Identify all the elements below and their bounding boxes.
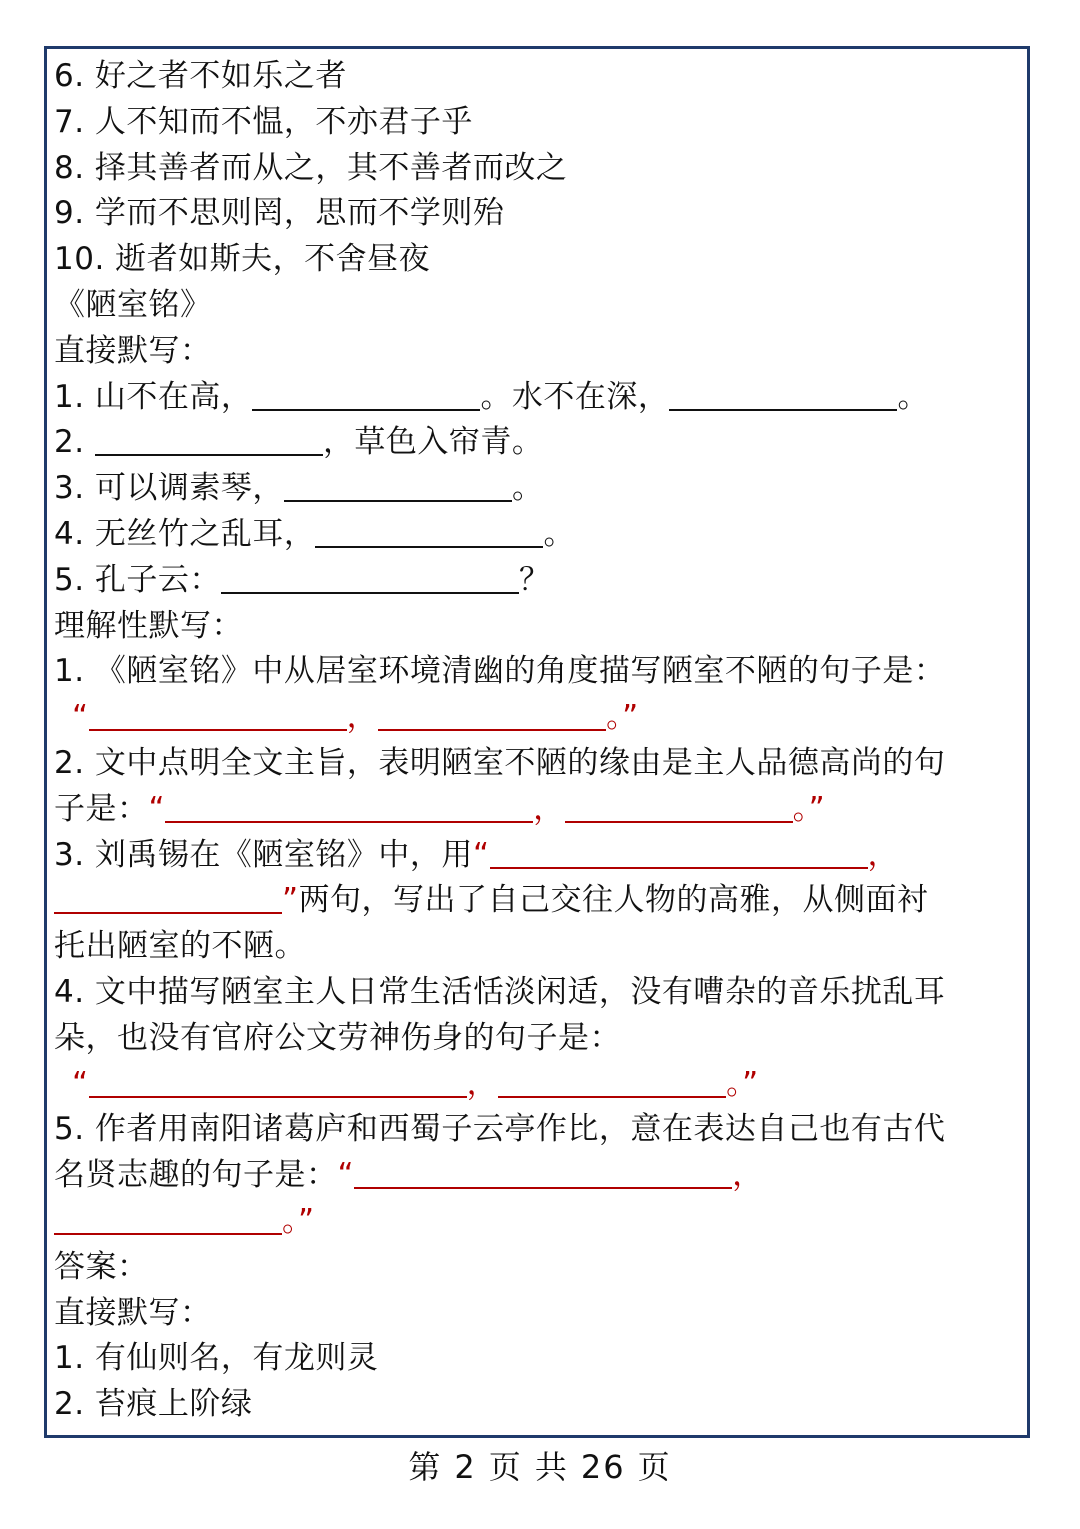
answer-blank[interactable]: [95, 424, 323, 456]
understand-answer-5: 。”: [54, 1199, 1034, 1245]
understand-question-4-cont: 朵，也没有官府公文劳神伤身的句子是：: [54, 1019, 621, 1056]
answer-blank[interactable]: [498, 1066, 726, 1098]
answer-line: 2. 苔痕上阶绿: [54, 1386, 253, 1423]
section-title: 《陋室铭》: [54, 286, 212, 323]
answer-blank[interactable]: [378, 699, 606, 731]
page-footer: 第 2 页 共 26 页: [408, 1448, 672, 1486]
text-line: 9. 学而不思则罔，思而不学则殆: [54, 195, 505, 232]
answer-blank[interactable]: [354, 1157, 732, 1189]
answer-blank[interactable]: [669, 379, 897, 411]
text-line: 7. 人不知而不愠，不亦君子乎: [54, 103, 473, 140]
direct-question-5: 5. 孔子云： ？: [54, 561, 551, 598]
understand-question-3-cont: ”两句，写出了自己交往人物的高雅，从侧面衬: [54, 878, 1034, 924]
answer-blank[interactable]: [54, 1203, 282, 1235]
direct-question-2: 2. ，草色入帘青。: [54, 424, 544, 461]
answers-heading: 答案：: [54, 1248, 149, 1285]
section-heading-understand: 理解性默写：: [54, 607, 243, 644]
understand-question-1: 1. 《陋室铭》中从居室环境清幽的角度描写陋室不陋的句子是：: [54, 653, 946, 690]
answer-blank[interactable]: [490, 837, 868, 869]
answer-blank[interactable]: [165, 791, 533, 823]
answer-blank[interactable]: [315, 516, 543, 548]
answer-line: 1. 有仙则名，有龙则灵: [54, 1340, 379, 1377]
understand-question-5: 5. 作者用南阳诸葛庐和西蜀子云亭作比，意在表达自己也有古代: [54, 1111, 946, 1148]
answer-blank[interactable]: [54, 882, 282, 914]
answer-blank[interactable]: [89, 1066, 467, 1098]
answer-blank[interactable]: [221, 562, 519, 594]
answers-subheading: 直接默写：: [54, 1294, 212, 1331]
page-total: 26: [580, 1448, 626, 1486]
understand-answer-1: “ ， 。”: [72, 699, 639, 736]
understand-question-3: 3. 刘禹锡在《陋室铭》中，用“ ，: [54, 836, 899, 873]
understand-answer-4: “ ， 。”: [72, 1065, 759, 1102]
answer-blank[interactable]: [284, 470, 512, 502]
page-content: [54, 54, 1034, 1428]
answer-blank[interactable]: [252, 379, 480, 411]
direct-question-1: 1. 山不在高， 。水不在深， 。: [54, 378, 929, 415]
text-line: 10. 逝者如斯夫，不舍昼夜: [54, 241, 431, 278]
understand-question-4: 4. 文中描写陋室主人日常生活恬淡闲适，没有嘈杂的音乐扰乱耳: [54, 973, 946, 1010]
direct-question-4: 4. 无丝竹之乱耳， 。: [54, 515, 575, 552]
direct-question-3: 3. 可以调素琴， 。: [54, 470, 544, 507]
understand-question-2-cont: 子是：“ ， 。”: [54, 790, 826, 827]
section-heading-direct: 直接默写：: [54, 332, 212, 369]
understand-question-3-cont: 托出陋室的不陋。: [54, 928, 306, 965]
answer-blank[interactable]: [89, 699, 347, 731]
page-number: 2: [454, 1448, 477, 1486]
understand-question-5-cont: 名贤志趣的句子是：“ ，: [54, 1157, 764, 1194]
text-line: 6. 好之者不如乐之者: [54, 58, 347, 94]
text-line: 8. 择其善者而从之，其不善者而改之: [54, 149, 568, 186]
understand-question-2: 2. 文中点明全文主旨，表明陋室不陋的缘由是主人品德高尚的句: [54, 744, 946, 781]
answer-blank[interactable]: [565, 791, 793, 823]
